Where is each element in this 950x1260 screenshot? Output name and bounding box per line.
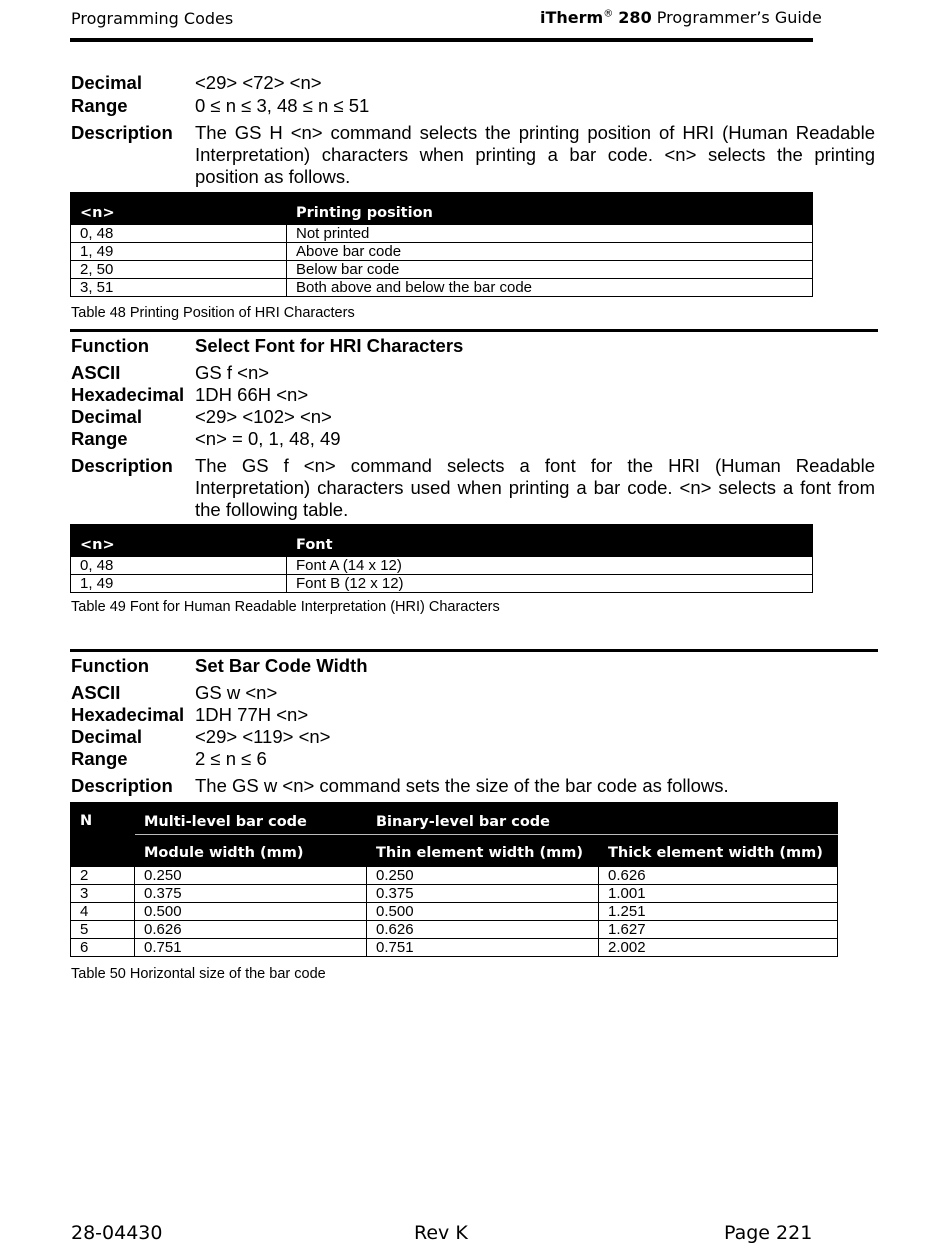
field-label: Range: [71, 428, 128, 449]
field-value: GS w <n>: [195, 682, 278, 703]
table-row: [71, 557, 813, 575]
table-row: [71, 921, 838, 939]
table-row: [71, 261, 813, 279]
table-caption: Table 50 Horizontal size of the bar code: [71, 966, 326, 982]
table-cell: Both above and below the bar code: [287, 279, 813, 297]
table-cell: 0.626: [599, 867, 838, 885]
table-header-cell: N: [71, 803, 135, 867]
table-header-cell: <n>: [71, 193, 287, 225]
table-bar-code-width: [70, 802, 838, 957]
table-header-cell: Printing position: [287, 193, 813, 225]
table-header-cell: Thick element width (mm): [599, 835, 838, 867]
header-guide: Programmer’s Guide: [656, 8, 822, 27]
table-header-cell: Thin element width (mm): [367, 835, 599, 867]
field-label: Range: [71, 95, 128, 116]
field-value: <29> <102> <n>: [195, 406, 332, 427]
table-hri-font: [70, 524, 813, 593]
table-cell: 3: [71, 885, 135, 903]
field-label: Decimal: [71, 726, 142, 747]
field-label: Range: [71, 748, 128, 769]
table-hri-position: [70, 192, 813, 297]
table-cell: 1.627: [599, 921, 838, 939]
field-label: Description: [71, 455, 173, 476]
table-cell: Above bar code: [287, 243, 813, 261]
header-registered-mark: ®: [603, 8, 614, 20]
table-cell: 2, 50: [71, 261, 287, 279]
field-label: Description: [71, 122, 173, 143]
table-header-cell: Font: [287, 525, 813, 557]
function-title: Set Bar Code Width: [195, 655, 368, 676]
table-cell: 0.375: [135, 885, 367, 903]
header-model: 280: [618, 8, 652, 27]
table-row: [71, 867, 838, 885]
field-value: 1DH 77H <n>: [195, 704, 309, 725]
table-header-cell: Multi-level bar code: [135, 803, 367, 835]
field-label: Description: [71, 775, 173, 796]
function-title: Select Font for HRI Characters: [195, 335, 464, 356]
table-cell: 0, 48: [71, 557, 287, 575]
field-label: Function: [71, 335, 150, 356]
footer-page-number: Page 221: [724, 1222, 813, 1244]
section-rule: [70, 329, 878, 332]
table-cell: 0.751: [367, 939, 599, 957]
table-cell: Not printed: [287, 225, 813, 243]
field-label: Hexadecimal: [71, 704, 185, 725]
table-cell: 1.001: [599, 885, 838, 903]
table-cell: 0.626: [367, 921, 599, 939]
footer-revision: Rev K: [414, 1222, 468, 1244]
header-guide-title: [540, 8, 822, 27]
table-cell: 3, 51: [71, 279, 287, 297]
header-product: iTherm: [540, 8, 604, 27]
table-row: [71, 903, 838, 921]
table-cell: 0.375: [367, 885, 599, 903]
table-row: [71, 225, 813, 243]
table-cell: 1, 49: [71, 243, 287, 261]
table-header-cell: [599, 803, 838, 835]
header-section-title: Programming Codes: [71, 9, 234, 28]
header-rule: [70, 38, 813, 42]
table-cell: 0.751: [135, 939, 367, 957]
field-label: Hexadecimal: [71, 384, 185, 405]
field-value: <29> <72> <n>: [195, 72, 322, 93]
description-text: The GS f <n> command selects a font for the HRI (Human Readable Interpretation) characters used when printing a bar code. <n> selects a font from the following table.: [195, 455, 875, 520]
table-cell: Font B (12 x 12): [287, 575, 813, 593]
table-cell: 0.500: [367, 903, 599, 921]
table-row: [71, 279, 813, 297]
table-cell: Font A (14 x 12): [287, 557, 813, 575]
section-rule: [70, 649, 878, 652]
field-value: 0 ≤ n ≤ 3, 48 ≤ n ≤ 51: [195, 95, 370, 116]
field-value: <29> <119> <n>: [195, 726, 331, 747]
table-header-cell: Module width (mm): [135, 835, 367, 867]
field-value: 1DH 66H <n>: [195, 384, 309, 405]
description-text: The GS w <n> command sets the size of the bar code as follows.: [195, 775, 729, 796]
table-caption: Table 48 Printing Position of HRI Characters: [71, 305, 355, 321]
table-cell: 0.500: [135, 903, 367, 921]
field-value: GS f <n>: [195, 362, 270, 383]
table-cell: 0.250: [135, 867, 367, 885]
field-label: Decimal: [71, 72, 142, 93]
field-value: <n> = 0, 1, 48, 49: [195, 428, 341, 449]
table-cell: Below bar code: [287, 261, 813, 279]
table-cell: 1.251: [599, 903, 838, 921]
table-cell: 4: [71, 903, 135, 921]
table-cell: 0.250: [367, 867, 599, 885]
table-row: [71, 243, 813, 261]
field-label: ASCII: [71, 682, 121, 703]
field-label: Decimal: [71, 406, 142, 427]
field-label: Function: [71, 655, 150, 676]
table-cell: 0, 48: [71, 225, 287, 243]
table-row: [71, 575, 813, 593]
description-text: The GS H <n> command selects the printing position of HRI (Human Readable Interpretation) characters when printing a bar code. <n> selects the printing position as follows.: [195, 122, 875, 187]
table-cell: 1, 49: [71, 575, 287, 593]
field-label: ASCII: [71, 362, 121, 383]
table-caption: Table 49 Font for Human Readable Interpretation (HRI) Characters: [71, 599, 500, 615]
table-cell: 0.626: [135, 921, 367, 939]
table-cell: 6: [71, 939, 135, 957]
table-cell: 5: [71, 921, 135, 939]
table-cell: 2.002: [599, 939, 838, 957]
field-value: 2 ≤ n ≤ 6: [195, 748, 267, 769]
table-cell: 2: [71, 867, 135, 885]
table-header-cell: Binary-level bar code: [367, 803, 599, 835]
table-row: [71, 885, 838, 903]
table-header-cell: <n>: [71, 525, 287, 557]
table-row: [71, 939, 838, 957]
footer-doc-number: 28-04430: [71, 1222, 163, 1244]
